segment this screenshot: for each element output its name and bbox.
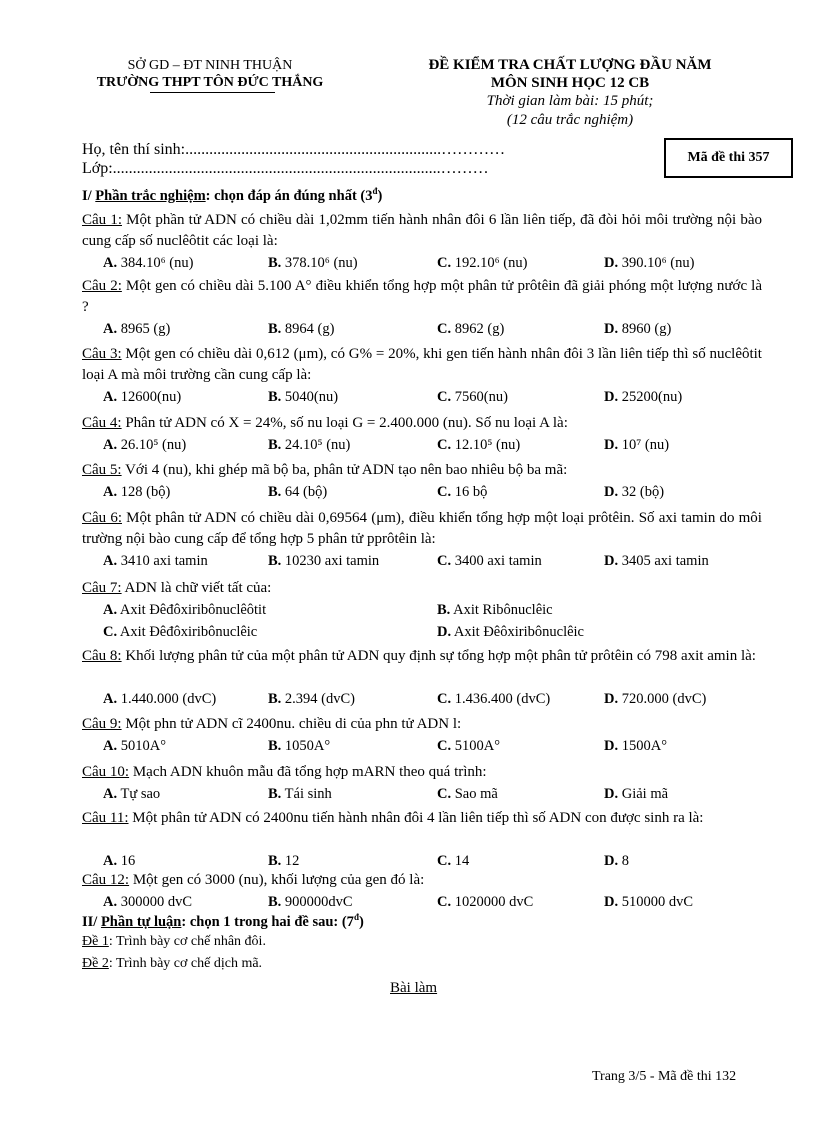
question-11-number: Câu 11:: [82, 810, 129, 826]
question-2-option-c: [437, 319, 504, 339]
option-text: 14: [451, 853, 470, 869]
question-1-text: [82, 210, 762, 252]
option-text: 3400 axi tamin: [451, 553, 542, 569]
question-12-number: Câu 12:: [82, 872, 130, 888]
option-letter: D.: [604, 786, 619, 802]
option-text: 378.10⁶ (nu): [281, 255, 358, 271]
question-11-option-d: [604, 851, 629, 871]
option-text: 12.10⁵ (nu): [451, 437, 521, 453]
question-9-option-d: [604, 736, 667, 756]
question-3-stem: Một gen có chiều dài 0,612 (μm), có G% = 20%, khi gen tiến hành nhân đôi 3 lần liên tiếp thì số nuclêôtit loại A mà môi trường cần cung cấp là:: [82, 346, 762, 383]
question-12-option-d: [604, 892, 693, 912]
section2-close: ): [358, 913, 364, 930]
question-1-stem: Một phần tử ADN có chiều dài 1,02mm tiến hành nhân đôi 6 lần liên tiếp, đã đòi hỏi môi trường nội bào cung cấp số nuclêôtit các loại là:: [82, 212, 762, 249]
question-6-option-d: [604, 551, 709, 571]
time-limit: Thời gian làm bài: 15 phút;: [486, 93, 654, 109]
option-letter: C.: [437, 321, 452, 337]
option-text: 16: [117, 853, 136, 869]
option-letter: C.: [437, 255, 452, 271]
question-7-text: [82, 578, 762, 599]
question-9-stem: Một phn tử ADN cĩ 2400nu. chiều di của phn tử ADN l:: [121, 716, 462, 732]
option-letter: C.: [103, 624, 118, 640]
question-10-option-a: [103, 784, 160, 804]
section1-rest: : chọn đáp án đúng nhất (3: [205, 187, 373, 204]
option-text: 8965 (g): [117, 321, 171, 337]
section2-sup: đ: [353, 912, 359, 922]
option-text: 8960 (g): [618, 321, 672, 337]
question-5-text: [82, 460, 762, 481]
option-text: 7560(nu): [451, 389, 508, 405]
option-letter: B.: [268, 553, 282, 569]
option-text: 3405 axi tamin: [618, 553, 709, 569]
option-text: 10⁷ (nu): [618, 437, 670, 453]
question-2-stem: Một gen có chiều dài 5.100 A° điều khiển tổng hợp một phân tử prôtêin đã giải phóng một lượng nước là ?: [82, 278, 762, 315]
option-letter: C.: [437, 894, 452, 910]
question-6-stem: Một phân tử ADN có chiều dài 0,69564 (μm), điều khiển tổng hợp một loại prôtêin. Số axi tamin do môi trường nội bào cung cấp để tổng hợp 5 phân tử pprôtêin là:: [82, 510, 762, 547]
option-text: 32 (bộ): [618, 484, 665, 500]
essay-2-label: Đề 2: [82, 956, 109, 971]
option-letter: D.: [604, 894, 619, 910]
school-name: TRƯỜNG THPT TÔN ĐỨC THẮNG: [96, 75, 324, 90]
question-12-text: [82, 870, 762, 891]
department-name: SỞ GD – ĐT NINH THUẬN: [127, 58, 293, 73]
option-letter: B.: [268, 484, 282, 500]
option-letter: B.: [268, 437, 282, 453]
question-3-option-c: [437, 387, 508, 407]
option-text: Axit Đêđôxiribônuclêôtit: [117, 602, 267, 618]
page-footer: Trang 3/5 - Mã đề thi 132: [592, 1069, 737, 1084]
section2-rest: : chọn 1 trong hai đề sau: (7: [181, 913, 354, 930]
question-10-stem: Mạch ADN khuôn mẫu đã tổng hợp mARN theo quá trình:: [129, 764, 487, 780]
option-text: 384.10⁶ (nu): [117, 255, 194, 271]
question-8-option-c: [437, 689, 550, 709]
option-letter: C.: [437, 389, 452, 405]
question-11-option-b: [268, 851, 299, 871]
option-text: Axit Đêđôxiribônuclêic: [117, 624, 258, 640]
question-4-option-c: [437, 435, 520, 455]
option-letter: A.: [103, 484, 118, 500]
question-5-stem: Với 4 (nu), khi ghép mã bộ ba, phân tử ADN tạo nên bao nhiêu bộ ba mã:: [121, 462, 568, 478]
option-text: 3410 axi tamin: [117, 553, 208, 569]
option-letter: D.: [604, 853, 619, 869]
option-text: Sao mã: [451, 786, 498, 802]
question-3-number: Câu 3:: [82, 346, 122, 362]
student-class-line: Lớp:..................................................................................………: [82, 160, 489, 177]
option-text: 1050A°: [281, 738, 331, 754]
student-name-line: Họ, tên thí sinh:................................................................…………: [82, 141, 506, 158]
question-3-option-a: [103, 387, 181, 407]
option-text: 25200(nu): [618, 389, 683, 405]
question-7-stem: ADN là chữ viết tất của:: [121, 580, 272, 596]
option-letter: B.: [268, 321, 282, 337]
question-4-option-d: [604, 435, 669, 455]
option-text: Tự sao: [117, 786, 161, 802]
option-text: Giải mã: [618, 786, 669, 802]
question-10-option-d: [604, 784, 668, 804]
question-3-option-b: [268, 387, 338, 407]
question-1-option-d: [604, 253, 694, 273]
option-letter: A.: [103, 853, 118, 869]
option-letter: C.: [437, 553, 452, 569]
question-7-option-b: [437, 600, 553, 620]
question-11-option-a: [103, 851, 135, 871]
option-letter: D.: [604, 437, 619, 453]
section1-sup: đ: [372, 186, 378, 196]
question-5-option-b: [268, 482, 327, 502]
option-text: 5010A°: [117, 738, 167, 754]
option-letter: D.: [604, 691, 619, 707]
question-7-option-c: [103, 622, 257, 642]
section1-close: ): [377, 187, 383, 204]
option-letter: D.: [437, 624, 452, 640]
option-text: 1020000 dvC: [451, 894, 534, 910]
question-4-option-b: [268, 435, 350, 455]
option-letter: A.: [103, 738, 118, 754]
option-letter: C.: [437, 853, 452, 869]
option-letter: C.: [437, 738, 452, 754]
question-4-text: [82, 413, 762, 434]
question-4-option-a: [103, 435, 186, 455]
question-count: (12 câu trắc nghiệm): [506, 112, 634, 128]
exam-code: Mã đề thi 357: [687, 150, 770, 165]
question-7-option-a: [103, 600, 266, 620]
section2-heading: [82, 912, 364, 931]
option-letter: A.: [103, 553, 118, 569]
option-letter: A.: [103, 255, 118, 271]
option-text: 510000 dvC: [618, 894, 694, 910]
option-text: 5040(nu): [281, 389, 339, 405]
question-11-stem: Một phân tử ADN có 2400nu tiến hành nhân đôi 4 lần liên tiếp thì số ADN con được sinh ra là:: [128, 810, 704, 826]
option-text: 1500A°: [618, 738, 668, 754]
option-letter: D.: [604, 255, 619, 271]
subject-title: MÔN SINH HỌC 12 CB: [490, 75, 650, 91]
question-1-option-b: [268, 253, 358, 273]
question-4-stem: Phân tử ADN có X = 24%, số nu loại G = 2.400.000 (nu). Số nu loại A là:: [121, 415, 568, 431]
question-9-number: Câu 9:: [82, 716, 122, 732]
question-6-option-b: [268, 551, 379, 571]
option-text: 900000dvC: [281, 894, 353, 910]
essay-1-label: Đề 1: [82, 934, 109, 949]
option-text: 8: [618, 853, 629, 869]
question-2-number: Câu 2:: [82, 278, 122, 294]
option-letter: B.: [268, 738, 282, 754]
option-text: 1.436.400 (dvC): [451, 691, 551, 707]
section2-prefix: II/: [82, 913, 101, 930]
option-letter: D.: [604, 553, 619, 569]
option-text: 192.10⁶ (nu): [451, 255, 528, 271]
question-8-option-d: [604, 689, 706, 709]
option-letter: D.: [604, 738, 619, 754]
question-2-option-d: [604, 319, 671, 339]
option-letter: C.: [437, 484, 452, 500]
option-text: 10230 axi tamin: [281, 553, 380, 569]
question-8-number: Câu 8:: [82, 648, 122, 664]
question-3-text: [82, 344, 762, 386]
option-text: 12600(nu): [117, 389, 182, 405]
section2-title: Phần tự luận: [100, 913, 182, 930]
option-letter: A.: [103, 894, 118, 910]
question-3-option-d: [604, 387, 682, 407]
option-letter: B.: [437, 602, 451, 618]
option-text: 300000 dvC: [117, 894, 193, 910]
option-letter: C.: [437, 691, 452, 707]
question-12-option-b: [268, 892, 353, 912]
question-12-option-a: [103, 892, 192, 912]
question-6-text: [82, 508, 762, 550]
option-letter: B.: [268, 255, 282, 271]
question-8-stem: Khối lượng phân tử của một phân tử ADN quy định sự tổng hợp một phân tử prôtêin có 798 axit amin là:: [121, 648, 756, 664]
option-letter: D.: [604, 389, 619, 405]
section1-title: Phần trắc nghiệm: [95, 187, 206, 204]
option-text: 720.000 (dvC): [618, 691, 707, 707]
option-text: 26.10⁵ (nu): [117, 437, 187, 453]
question-7-number: Câu 7:: [82, 580, 122, 596]
option-text: 24.10⁵ (nu): [281, 437, 351, 453]
option-letter: B.: [268, 691, 282, 707]
option-letter: B.: [268, 786, 282, 802]
essay-1: [82, 934, 266, 950]
option-text: 390.10⁶ (nu): [618, 255, 695, 271]
option-letter: A.: [103, 321, 118, 337]
option-letter: B.: [268, 853, 282, 869]
option-letter: A.: [103, 389, 118, 405]
question-7-option-d: [437, 622, 584, 642]
question-8-option-b: [268, 689, 355, 709]
exam-code-box: [664, 138, 793, 178]
question-2-option-b: [268, 319, 334, 339]
option-letter: A.: [103, 437, 118, 453]
option-text: Tái sinh: [281, 786, 332, 802]
school-underline: [150, 92, 275, 93]
exam-title: ĐỀ KIỂM TRA CHẤT LƯỢNG ĐẦU NĂM: [428, 57, 712, 73]
essay-2: [82, 956, 262, 972]
option-text: 8964 (g): [281, 321, 335, 337]
question-8-option-a: [103, 689, 216, 709]
option-text: 8962 (g): [451, 321, 505, 337]
option-text: 12: [281, 853, 300, 869]
question-5-option-c: [437, 482, 487, 502]
question-6-option-c: [437, 551, 542, 571]
option-letter: B.: [268, 389, 282, 405]
question-5-number: Câu 5:: [82, 462, 122, 478]
option-text: 5100A°: [451, 738, 501, 754]
question-4-number: Câu 4:: [82, 415, 122, 431]
option-letter: A.: [103, 786, 118, 802]
question-2-text: [82, 276, 762, 318]
option-letter: A.: [103, 602, 118, 618]
question-8-text: [82, 646, 762, 667]
question-10-option-b: [268, 784, 332, 804]
question-12-stem: Một gen có 3000 (nu), khối lượng của gen đó là:: [129, 872, 425, 888]
question-6-number: Câu 6:: [82, 510, 122, 526]
essay-1-text: : Trình bày cơ chế nhân đôi.: [108, 934, 266, 949]
question-5-option-a: [103, 482, 170, 502]
option-text: 64 (bộ): [281, 484, 328, 500]
question-10-text: [82, 762, 762, 783]
option-letter: C.: [437, 786, 452, 802]
question-10-number: Câu 10:: [82, 764, 130, 780]
question-6-option-a: [103, 551, 208, 571]
option-letter: B.: [268, 894, 282, 910]
option-text: 1.440.000 (dvC): [117, 691, 217, 707]
question-1-option-c: [437, 253, 527, 273]
essay-2-text: : Trình bày cơ chế dịch mã.: [108, 956, 263, 971]
option-letter: C.: [437, 437, 452, 453]
option-letter: D.: [604, 321, 619, 337]
question-9-option-b: [268, 736, 330, 756]
option-text: Axit Ribônuclêic: [450, 602, 553, 618]
option-text: 16 bộ: [451, 484, 488, 500]
option-letter: A.: [103, 691, 118, 707]
question-9-option-a: [103, 736, 166, 756]
question-12-option-c: [437, 892, 533, 912]
question-9-text: [82, 714, 762, 735]
question-10-option-c: [437, 784, 498, 804]
option-letter: D.: [604, 484, 619, 500]
option-text: Axit Đêôxiribônuclêic: [451, 624, 584, 640]
question-11-text: [82, 808, 762, 829]
question-9-option-c: [437, 736, 500, 756]
question-11-option-c: [437, 851, 469, 871]
question-5-option-d: [604, 482, 664, 502]
option-text: 128 (bộ): [117, 484, 171, 500]
work-area-label: Bài làm: [390, 980, 438, 996]
question-1-number: Câu 1:: [82, 212, 122, 228]
option-text: 2.394 (dvC): [281, 691, 356, 707]
question-2-option-a: [103, 319, 170, 339]
section1-heading: [82, 186, 382, 205]
question-1-option-a: [103, 253, 193, 273]
section1-prefix: I/: [82, 187, 96, 204]
